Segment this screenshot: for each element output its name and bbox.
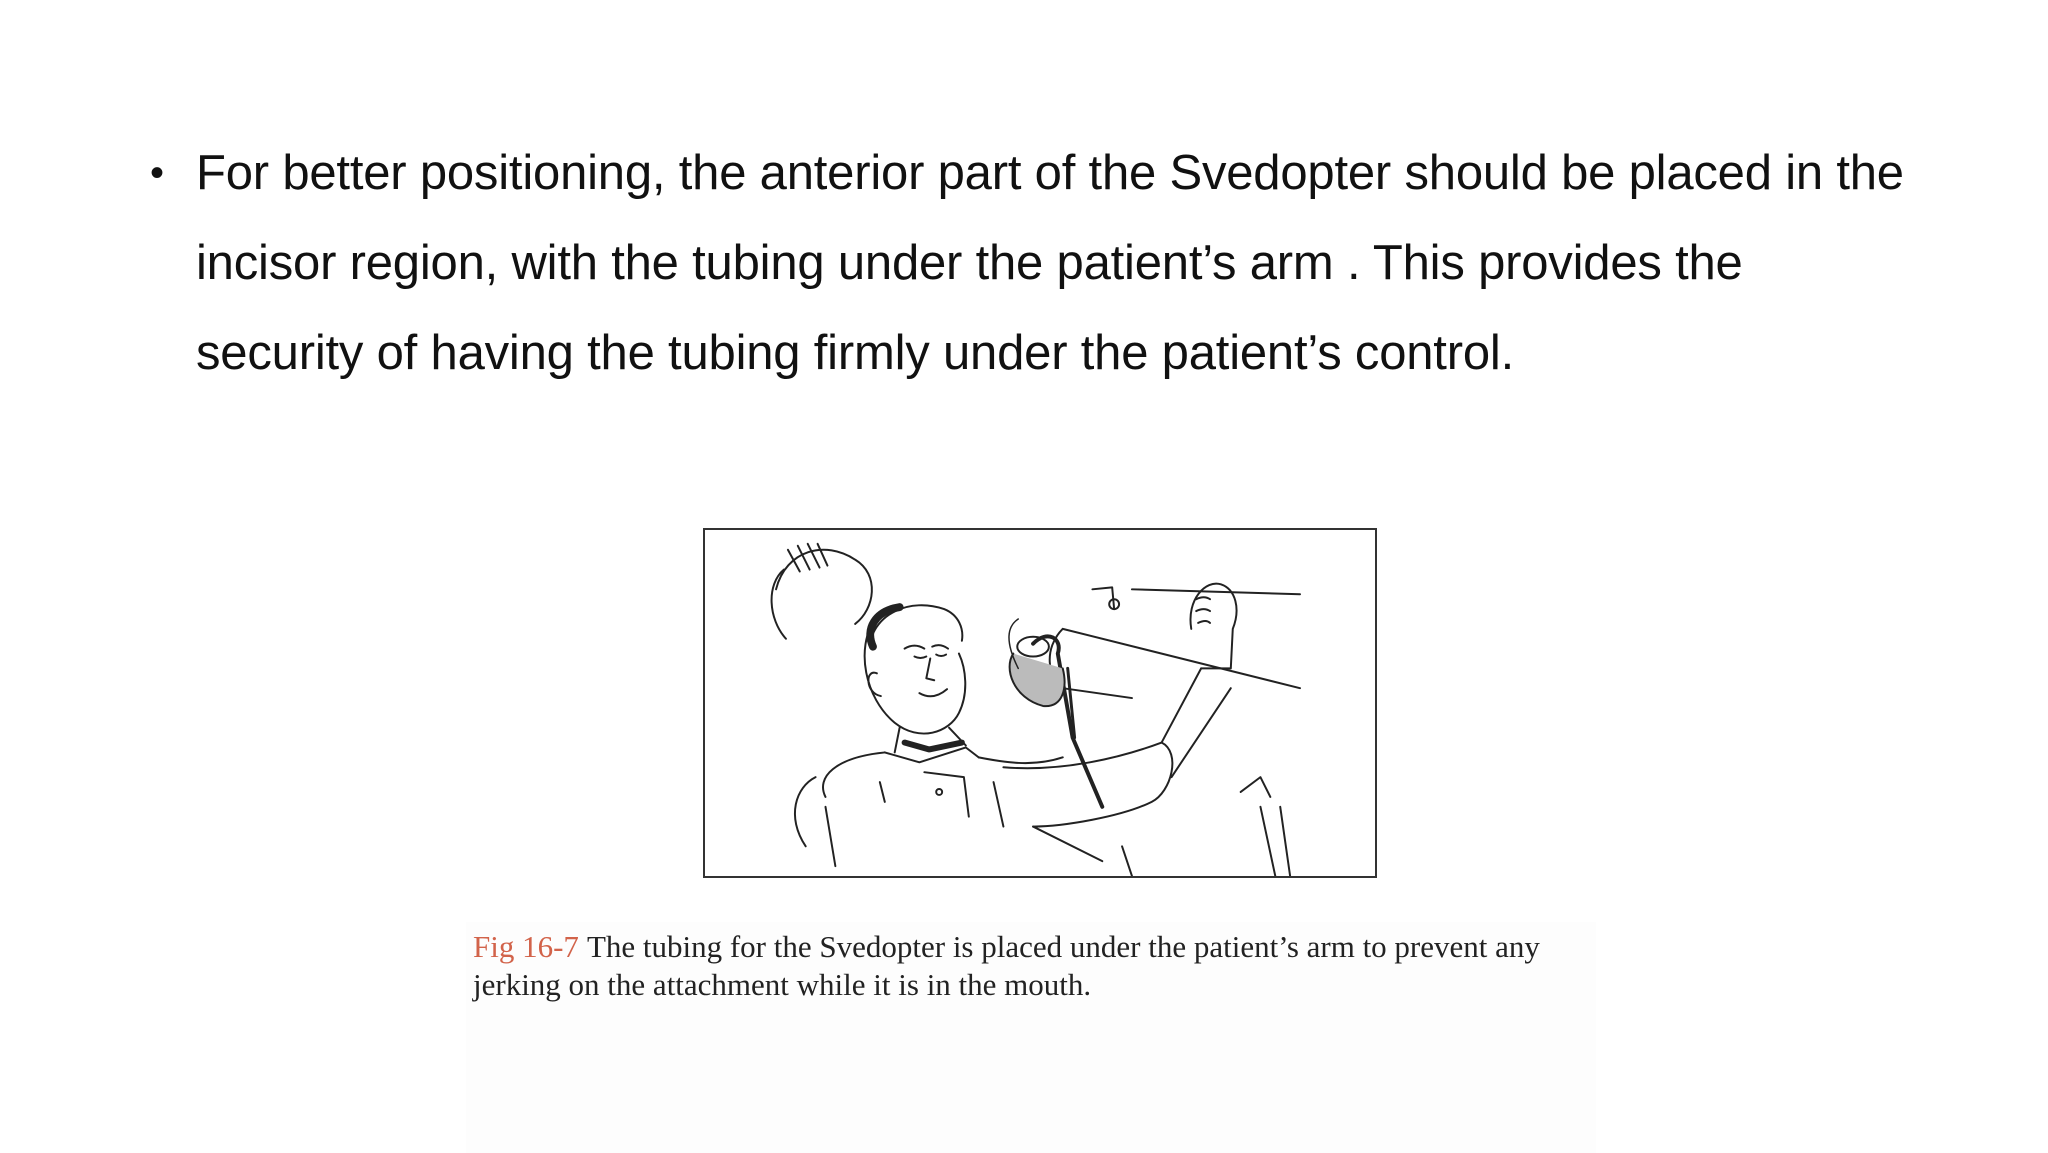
patient-head — [865, 619, 966, 734]
bullet-dot: • — [150, 151, 165, 195]
dental-chair — [1050, 589, 1300, 698]
headrest — [776, 550, 872, 624]
figure-illustration — [703, 528, 1377, 878]
patient-illustration — [705, 530, 1375, 876]
figure-label: Fig 16-7 — [473, 929, 579, 964]
svedopter-tubing — [1033, 636, 1102, 806]
caption-area — [466, 922, 1596, 1153]
caption-text: The tubing for the Svedopter is placed under the patient’s arm to prevent any jerking on the attachment while it is in the mouth. — [473, 929, 1540, 1002]
figure-caption — [473, 928, 1593, 1004]
bullet-text: For better positioning, the anterior part of the Svedopter should be placed in the incisor region, with the tubing under the patient’s arm . This provides the security of having the tubing firmly under the patient’s control. — [196, 146, 1904, 380]
bullet-point — [150, 128, 1910, 398]
